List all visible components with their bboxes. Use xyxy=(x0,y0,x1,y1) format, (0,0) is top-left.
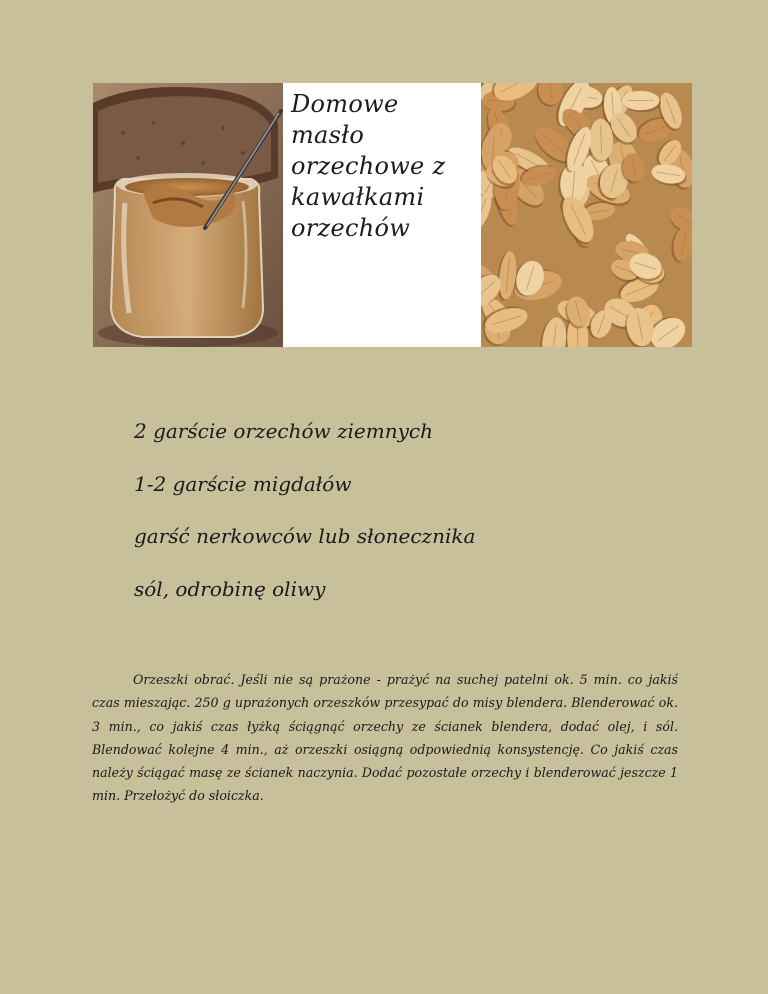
recipe-title: Domowe masło orzechowe z kawałkami orzechów xyxy=(291,90,446,242)
roasted-peanuts-photo xyxy=(481,83,692,347)
ingredient-item: garść nerkowców lub słonecznika xyxy=(134,524,476,548)
instructions-paragraph: Orzeszki obrać. Jeśli nie są prażone - prażyć na suchej patelni ok. 5 min. co jakiś czas mieszając. 250 g uprażonych orzeszków przesypać do misy blendera. Blenderować ok. 3 min., co jakiś czas łyżką ściągnąć orzechy ze ścianek blendera, dodać olej, i sól. Blendować kolejne 4 min., aż orzeszki osiągną odpowiednią konsystencję. Co jakiś czas należy ściągać masę ze ścianek naczynia. Dodać pozostałe orzechy i blenderować jeszcze 1 min. Przełożyć do słoiczka. xyxy=(92,672,678,804)
title-panel xyxy=(283,83,481,347)
peanut-butter-jar-photo xyxy=(93,83,283,347)
ingredient-item: 2 garście orzechów ziemnych xyxy=(134,419,433,443)
ingredient-item: sól, odrobinę oliwy xyxy=(134,576,326,601)
ingredient-item: 1-2 garście migdałów xyxy=(134,471,352,496)
header-banner xyxy=(93,83,692,347)
ingredients-list xyxy=(134,418,694,628)
